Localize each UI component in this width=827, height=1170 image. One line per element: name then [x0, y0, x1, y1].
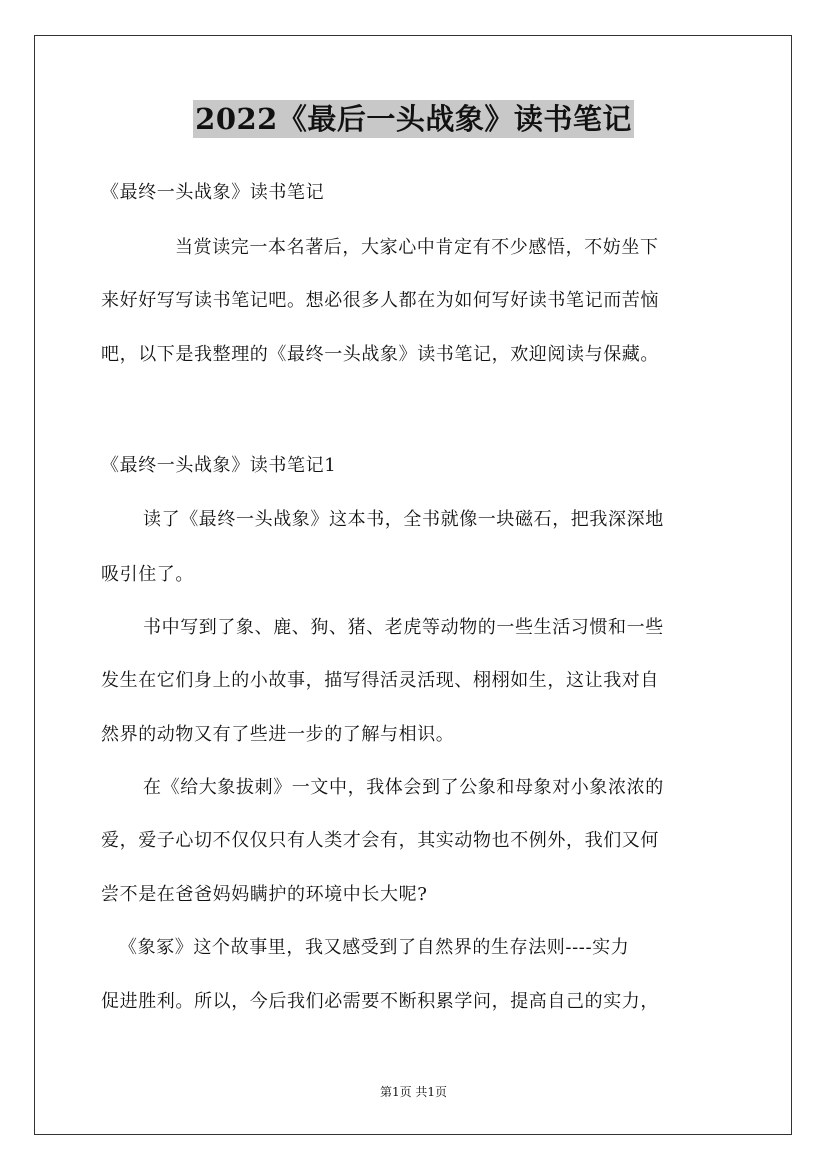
paragraph-line: 促进胜利。所以，今后我们必需要不断积累学问，提高自己的实力， [101, 991, 659, 1012]
document-title: 2022《最后一头战象》读书笔记 [195, 102, 632, 136]
paragraph-line: 然界的动物又有了些进一步的了解与相识。 [101, 724, 455, 745]
intro-line-3: 吧，以下是我整理的《最终一头战象》读书笔记，欢迎阅读与保藏。 [101, 344, 659, 365]
section-heading: 《最终一头战象》读书笔记 [101, 182, 325, 203]
page-number: 第1页 共1页 [379, 1085, 448, 1099]
paragraph-line: 尝不是在爸爸妈妈瞒护的环境中长大呢? [101, 884, 428, 905]
section-heading-1: 《最终一头战象》读书笔记1 [101, 455, 337, 476]
paragraph-line: 发生在它们身上的小故事，描写得活灵活现、栩栩如生，这让我对自 [101, 670, 659, 691]
paragraph-line: 吸引住了。 [101, 564, 194, 585]
paragraph-line: 书中写到了象、鹿、狗、猪、老虎等动物的一些生活习惯和一些 [143, 617, 664, 638]
intro-line-2: 来好好写写读书笔记吧。想必很多人都在为如何写好读书笔记而苦恼 [101, 290, 659, 311]
paragraph-line: 《象冢》这个故事里，我又感受到了自然界的生存法则----实力 [119, 937, 630, 958]
paragraph-line: 爱，爱子心切不仅仅只有人类才会有，其实动物也不例外，我们又何 [101, 830, 659, 851]
paragraph-line: 在《给大象拔刺》一文中，我体会到了公象和母象对小象浓浓的 [143, 777, 664, 798]
paragraph-line: 读了《最终一头战象》这本书，全书就像一块磁石，把我深深地 [143, 509, 664, 530]
intro-line-1: 当赏读完一本名著后，大家心中肯定有不少感悟，不妨坐下 [175, 237, 659, 258]
